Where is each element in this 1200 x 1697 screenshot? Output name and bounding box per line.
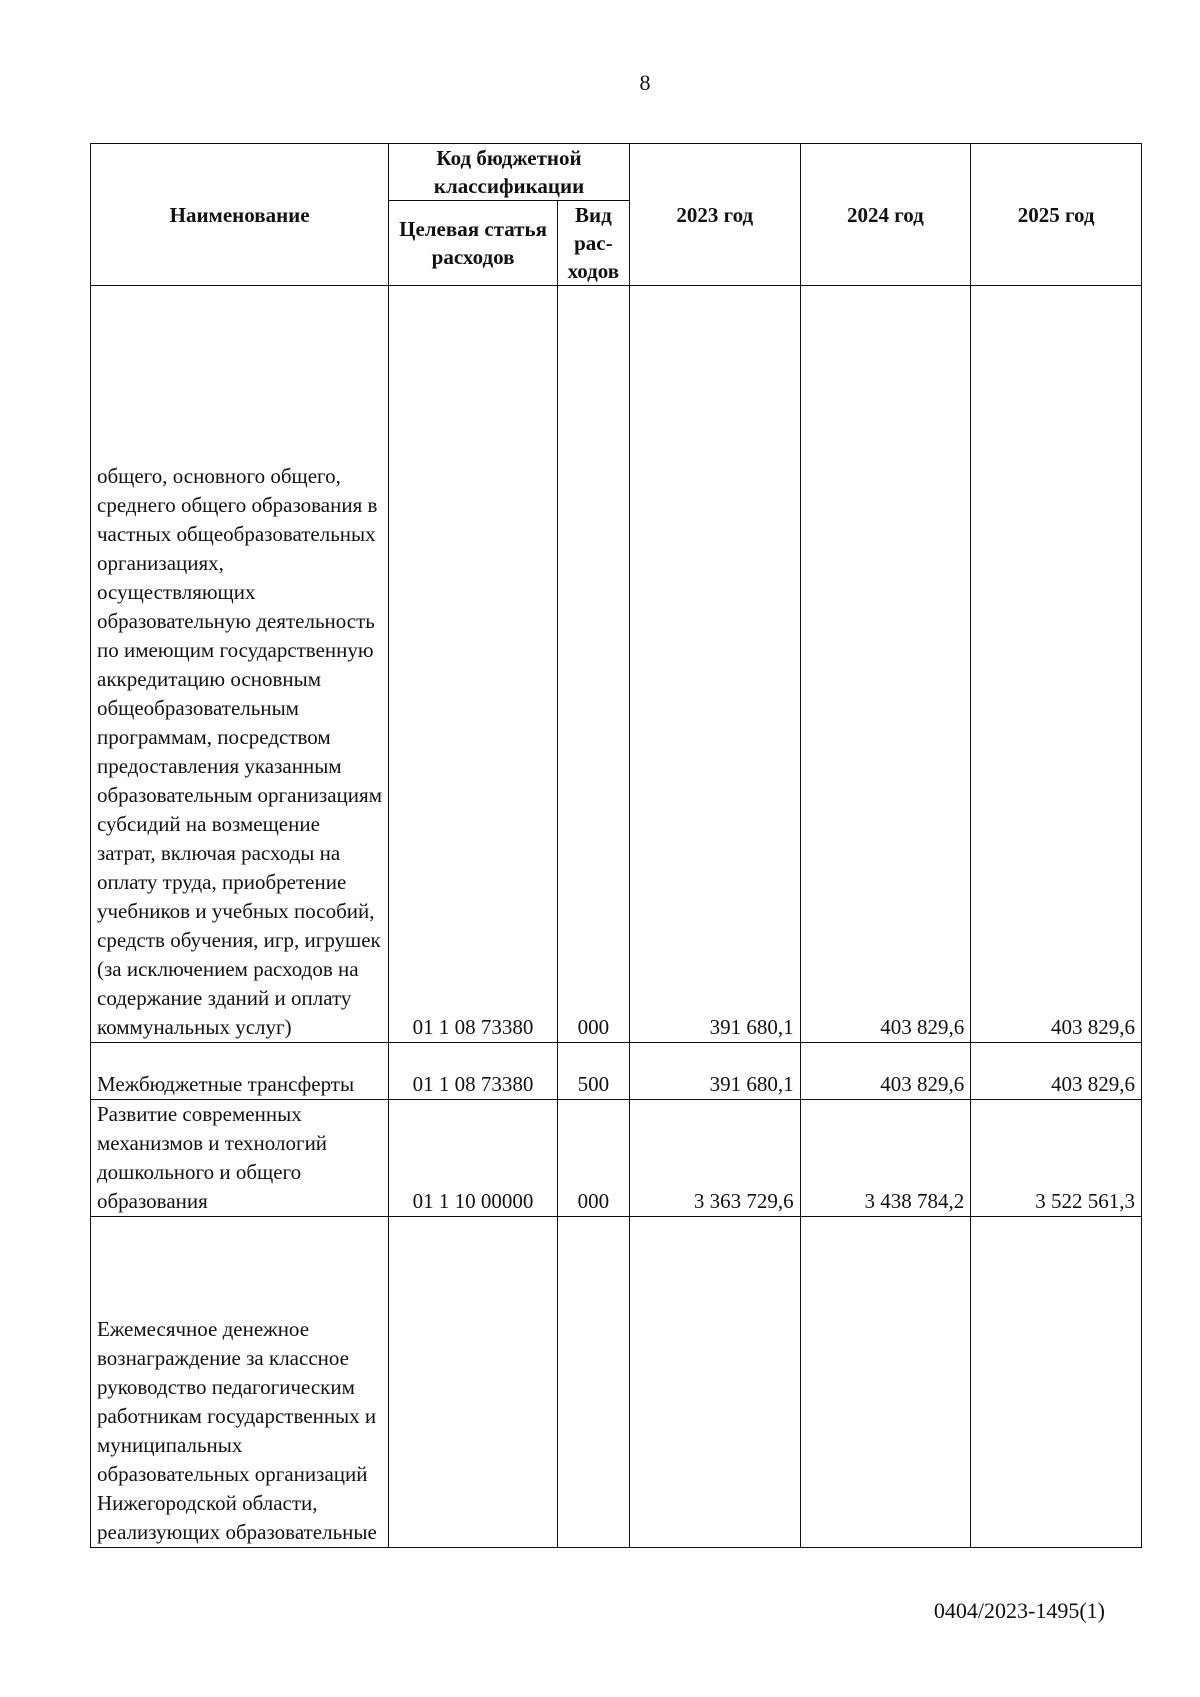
document-id: 0404/2023-1495(1) — [933, 1598, 1105, 1623]
table-header-row — [91, 144, 1142, 201]
row-name: Развитие современных механизмов и технологий дошкольного и общего образования — [91, 1100, 389, 1217]
header-kbk: Код бюджетной классификации — [389, 144, 630, 201]
row-2023: 391 680,1 — [629, 286, 800, 1043]
row-expense-type: 500 — [557, 1043, 629, 1100]
row-expense-type — [557, 1217, 629, 1548]
header-expense-type: Вид рас- ходов — [557, 201, 629, 286]
row-2025: 403 829,6 — [971, 286, 1142, 1043]
row-name: Ежемесячное денежное вознаграждение за классное руководство педагогическим работникам государственных и муниципальных образовательных организаций Нижегородской области, реализующих образовательные — [91, 1217, 389, 1548]
row-2025: 403 829,6 — [971, 1043, 1142, 1100]
table-row — [91, 1217, 1142, 1548]
row-target-article: 01 1 10 00000 — [389, 1100, 558, 1217]
row-2024 — [800, 1217, 971, 1548]
header-year-2025: 2025 год — [971, 144, 1142, 286]
row-2024: 3 438 784,2 — [800, 1100, 971, 1217]
table-row — [91, 1043, 1142, 1100]
header-name: Наименование — [91, 144, 389, 286]
row-2024: 403 829,6 — [800, 1043, 971, 1100]
row-2025 — [971, 1217, 1142, 1548]
row-2024: 403 829,6 — [800, 286, 971, 1043]
table-row — [91, 286, 1142, 1043]
row-2023 — [629, 1217, 800, 1548]
page-number: 8 — [639, 70, 651, 95]
row-target-article — [389, 1217, 558, 1548]
table-row — [91, 1100, 1142, 1217]
row-target-article: 01 1 08 73380 — [389, 286, 558, 1043]
row-expense-type: 000 — [557, 1100, 629, 1217]
budget-table — [90, 143, 1142, 1548]
header-year-2023: 2023 год — [629, 144, 800, 286]
row-name: общего, основного общего, среднего общего образования в частных общеобразовательных организациях, осуществляющих образовательную деятельность по имеющим государственную аккредитацию основным общеобразовательным программам, посредством предоставления указанным образовательным организациям субсидий на возмещение затрат, включая расходы на оплату труда, приобретение учебников и учебных пособий, средств обучения, игр, игрушек (за исключением расходов на содержание зданий и оплату коммунальных услуг) — [91, 286, 389, 1043]
row-name: Межбюджетные трансферты — [91, 1043, 389, 1100]
header-target-article: Целевая статья расходов — [389, 201, 558, 286]
row-2023: 3 363 729,6 — [629, 1100, 800, 1217]
row-2025: 3 522 561,3 — [971, 1100, 1142, 1217]
header-year-2024: 2024 год — [800, 144, 971, 286]
row-target-article: 01 1 08 73380 — [389, 1043, 558, 1100]
row-expense-type: 000 — [557, 286, 629, 1043]
row-2023: 391 680,1 — [629, 1043, 800, 1100]
